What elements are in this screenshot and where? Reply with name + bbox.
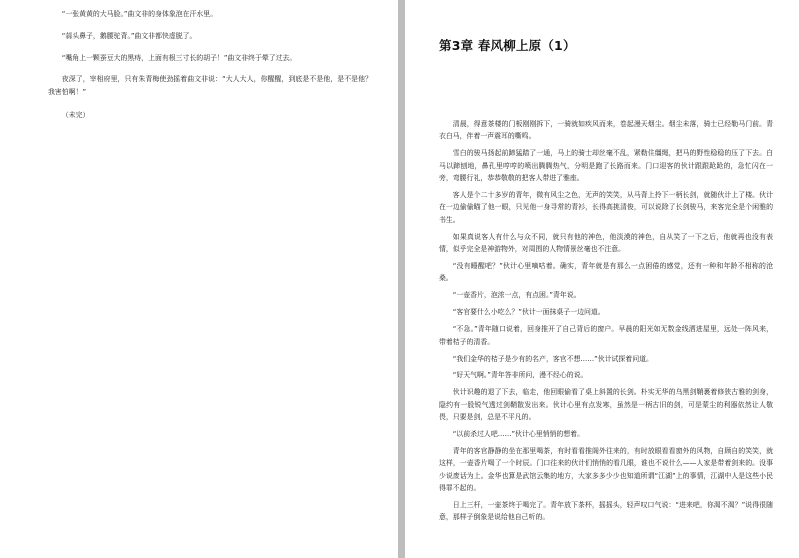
right-paragraph-3: 客人是个二十多岁的青年，微有风尘之色，无声的笑笑，从马背上拎下一柄长剑，就随伙计上了楼。伙计在一边偷偷瞄了他一眼，只见他一身寻常的青衫，长得高挑清俊，可以说除了长剑骏马，来客完全是个闲雅的书生。 [439,191,773,224]
left-paragraph-2: “蒜头鼻子，鹅腰驼背。”曲文非都快虚脱了。 [61,31,197,40]
right-paragraph-11: 伙计识趣的退了下去，临走，他回眼偷看了桌上斜置的长剑。朴实无华的乌黑剑鞘裹着修狭古雅的剑身，隐约有一股锐气透过剑鞘散发出来。伙计心里有点发寒，虽然是一柄古旧的剑，可是蒙尘的利器依然让人敬畏，只要是剑，总是不平凡的。 [439,388,773,422]
right-paragraph-9: “我们金华的桔子是少有的名产，客官不想……”伙计试探着问道。 [452,354,653,363]
right-paragraph-7: “客官要什么小吃么？”伙计一面抹桌子一边问道。 [452,308,605,317]
right-paragraph-14: 日上三杆，一壶茶终于喝完了。青年放下茶杯，摇摇头，轻声叹口气说：“进来吧，你渴不渴？”说得很随意，那样子倒象是说给他自己听的。 [439,501,773,522]
right-paragraph-8: “不急。”青年随口说着，回身推开了自己背后的窗户。早晨的阳光如无数金线洒进屋里，远处一阵风来，带着桔子的清香。 [439,325,773,346]
chapter-title: 第3章 春风柳上原（1） [439,38,576,53]
right-paragraph-6: “一壶香片，泡浓一点，有点困。”青年说。 [452,291,581,300]
left-paragraph-3: “嘴角上一颗蚕豆大的黑痔，上面有根三寸长的胡子！”曲文非终于晕了过去。 [61,53,297,62]
right-paragraph-5: “没有睡醒吧？”伙计心里嘀咕着。确实，青年就是有那么一点困倦的感觉，还有一种和年龄不相称的沧桑。 [439,262,773,283]
right-paragraph-12: “以前杀过人吧……”伙计心里悄悄的想着。 [452,430,584,439]
right-paragraph-1: 清晨，得意茶楼的门板刚刚拆下，一骑就如疾风而来，卷起漫天烟尘。烟尘未落，骑士已经勒马门前。青衣白马，伴着一声震耳的嘶鸣。 [439,120,773,141]
right-paragraph-10: “好天气啊。”青年答非所问，漫不经心的说。 [452,371,588,380]
left-paragraph-1: “一张黄黄的大马脸。”曲文非的身体象泡在汗水里。 [61,10,218,18]
right-paragraph-2: 雪白的骏马扬起前蹄猛踏了一通，马上的骑士却丝毫不乱，紧勒住缰绳，把马的野性稳稳的压了下去。白马以蹄刨地，鼻孔里哼哼的喷出腾腾热气，分明是跑了长路而来。门口迎客的伙计跟跟跄跄的，急忙闪在一旁，弯腰行礼，恭恭敬敬的把客人带进了雅座。 [439,149,773,183]
left-paragraph-4: 夜深了，宰相府里，只有朱青梅使劲摇着曲文非说：“大人大人，你醒醒，到底是不是他，是不是他？我害怕啊！” [48,75,372,97]
end-mark: （未完） [61,111,90,120]
left-page [0,0,398,558]
right-paragraph-13: 青年的客官静静的坐在那里喝茶，有时看看推阁外往来的，有时放眼看看窗外的风物，自顾自的笑笑，就这样，一壶香片喝了一个时辰。门口往来的伙计们悄悄的看几眼，谁也不说什么——人家是带着剑来的。没事少说废话为上。金华也算是武馆云集的地方，大家多多少少也知道所谓“江湖”上的事情，江湖中人是这些小民得罪不起的。 [439,446,773,493]
right-paragraph-4: 如果真说客人有什么与众不同，就只有他的神色，他淡漠的神色，自从笑了一下之后，他就再也没有表情，似乎完全是神游物外，对周围的人物情景丝毫也不注意。 [439,232,773,254]
right-page [405,0,799,558]
